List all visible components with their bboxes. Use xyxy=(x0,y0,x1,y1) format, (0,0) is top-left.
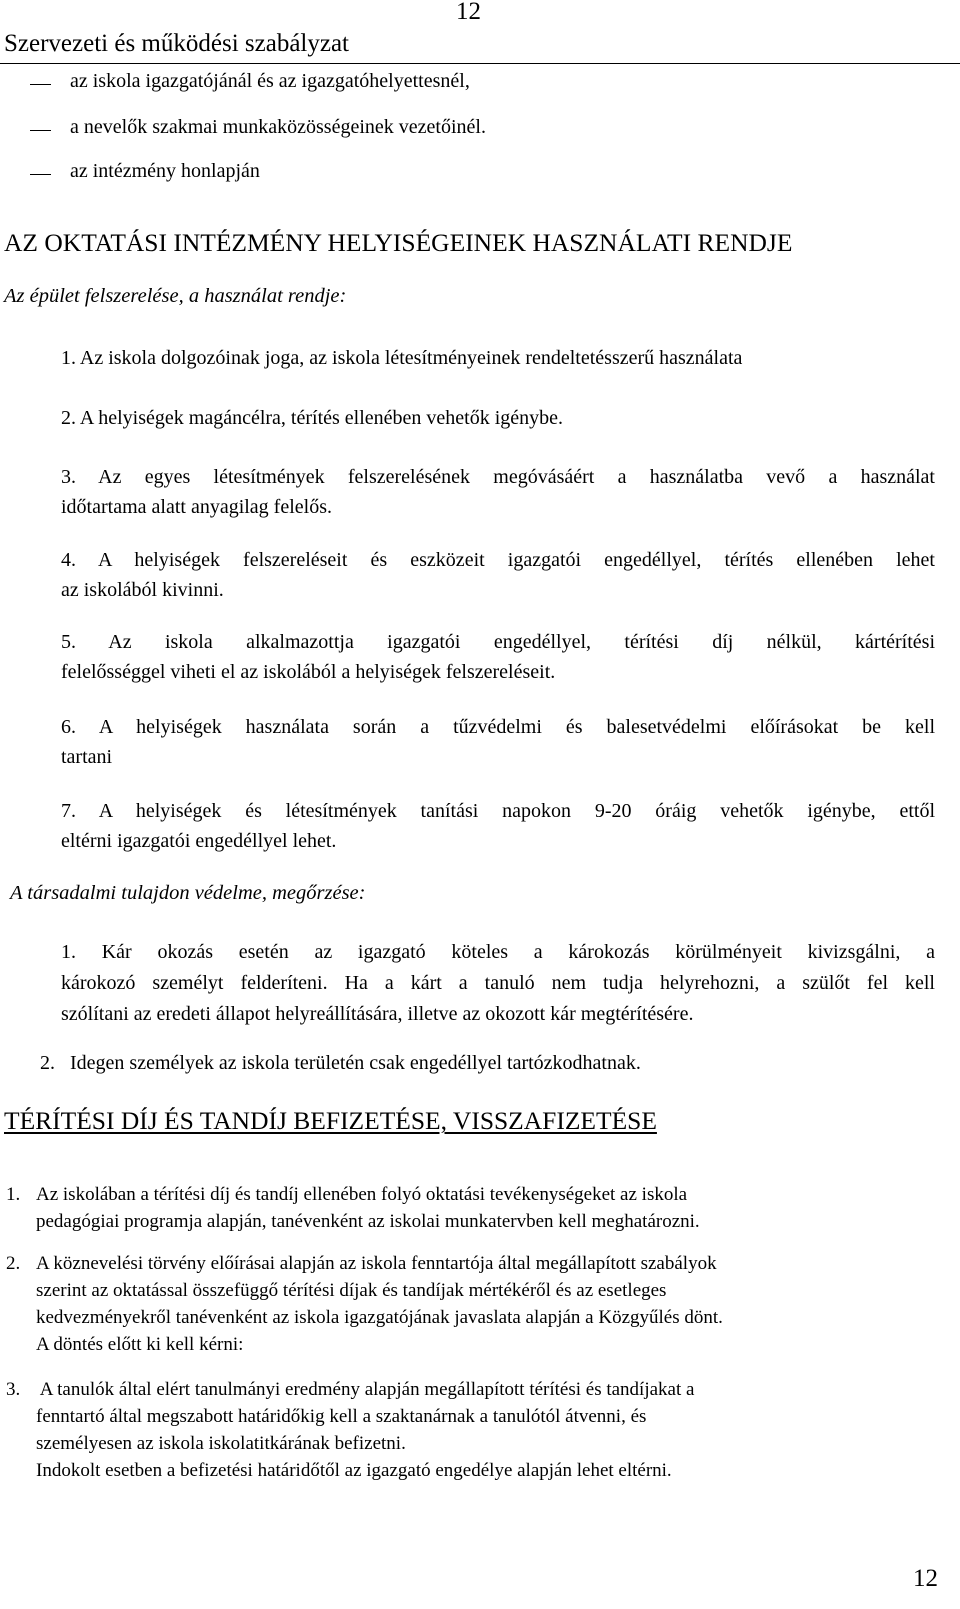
list-item-text: az iskola igazgatójánál és az igazgatóhelyettesnél, xyxy=(70,70,470,92)
numbered-item xyxy=(61,937,935,1030)
item-line: 4. A helyiségek felszereléseit és eszközeit igazgatói engedéllyel, térítés ellenében lehet xyxy=(61,549,935,571)
section-heading: TÉRÍTÉSI DÍJ ÉS TANDÍJ BEFIZETÉSE, VISSZAFIZETÉSE xyxy=(4,1106,657,1135)
numbered-item xyxy=(6,1376,936,1484)
item-line: 2. Idegen személyek az iskola területén csak engedéllyel tartózkodhatnak. xyxy=(40,1052,641,1074)
document-title: Szervezeti és működési szabályzat xyxy=(4,30,349,57)
item-line: személyesen az iskola iskolatitkárának befizetni. xyxy=(36,1433,406,1454)
item-number: 3. xyxy=(6,1379,21,1400)
item-line: az iskolából kivinni. xyxy=(61,579,224,601)
numbered-item xyxy=(61,343,935,373)
numbered-item xyxy=(61,545,935,605)
item-line: pedagógiai programja alapján, tanévenként az iskolai munkatervben kell meghatározni. xyxy=(36,1211,700,1232)
item-line: 1. Az iskola dolgozóinak joga, az iskola létesítményeinek rendeltetésszerű használata xyxy=(61,347,743,369)
item-line: 3. Az egyes létesítmények felszerelésének megóvásáért a használatba vevő a használat xyxy=(61,466,935,488)
numbered-item xyxy=(6,1250,936,1358)
item-line: 7. A helyiségek és létesítmények tanítási napokon 9-20 óráig vehetők igénybe, ettől xyxy=(61,800,935,822)
item-line: szólítani az eredeti állapot helyreállítására, illetve az okozott kár megtérítésére. xyxy=(61,1003,694,1025)
list-item-text: a nevelők szakmai munkaközösségeinek vezetőinél. xyxy=(70,116,486,138)
item-line: károkozó személyt felderíteni. Ha a kárt a tanuló nem tudja helyrehozni, a szülőt fel kell xyxy=(61,972,935,994)
item-line: 5. Az iskola alkalmazottja igazgatói engedéllyel, térítési díj nélkül, kártérítési xyxy=(61,631,935,653)
item-number: 1. xyxy=(6,1184,21,1205)
item-line: eltérni igazgatói engedéllyel lehet. xyxy=(61,830,337,852)
item-line: Indokolt esetben a befizetési határidőtől az igazgató engedélye alapján lehet eltérni. xyxy=(36,1460,672,1481)
item-line: Az iskolában a térítési díj és tandíj ellenében folyó oktatási tevékenységeket az iskola xyxy=(36,1184,688,1205)
item-line: kedvezményekről tanévenként az iskola igazgatójának javaslata alapján a Közgyűlés dönt. xyxy=(36,1307,723,1328)
dash-bullet xyxy=(30,84,51,85)
item-line: A tanulók által elért tanulmányi eredmény alapján megállapított térítési és tandíjakat a xyxy=(36,1379,695,1400)
item-number: 2. xyxy=(6,1253,21,1274)
header-rule xyxy=(0,63,960,64)
section-heading: AZ OKTATÁSI INTÉZMÉNY HELYISÉGEINEK HASZNÁLATI RENDJE xyxy=(4,228,793,257)
section-subheading: A társadalmi tulajdon védelme, megőrzése: xyxy=(10,882,366,904)
numbered-item xyxy=(61,796,935,856)
item-line: felelősséggel viheti el az iskolából a helyiségek felszereléseit. xyxy=(61,661,556,683)
numbered-item xyxy=(61,712,935,772)
list-item xyxy=(0,116,960,146)
numbered-item xyxy=(40,1048,935,1078)
item-line: 2. A helyiségek magáncélra, térítés ellenében vehetők igénybe. xyxy=(61,407,564,429)
item-line: 1. Kár okozás esetén az igazgató köteles a károkozás körülményeit kivizsgálni, a xyxy=(61,941,935,963)
numbered-item xyxy=(6,1181,936,1235)
list-item xyxy=(0,70,960,100)
item-line: A köznevelési törvény előírásai alapján az iskola fenntartója által megállapított szabályok xyxy=(36,1253,717,1274)
item-line: tartani xyxy=(61,746,113,768)
list-item-text: az intézmény honlapján xyxy=(70,160,260,182)
dash-bullet xyxy=(30,174,51,175)
numbered-item xyxy=(61,627,935,687)
item-line: szerint az oktatással összefüggő térítési díjak és tandíjak mértékéről és az esetleges xyxy=(36,1280,667,1301)
section-subheading: Az épület felszerelése, a használat rendje: xyxy=(4,285,347,307)
numbered-item xyxy=(61,462,935,522)
item-line: fenntartó által megszabott határidőkig kell a szaktanárnak a tanulótól átvenni, és xyxy=(36,1406,647,1427)
header-page-number: 12 xyxy=(456,0,481,25)
item-line: időtartama alatt anyagilag felelős. xyxy=(61,496,332,518)
item-line: 6. A helyiségek használata során a tűzvédelmi és balesetvédelmi előírásokat be kell xyxy=(61,716,935,738)
numbered-item xyxy=(61,403,935,433)
item-line: A döntés előtt ki kell kérni: xyxy=(36,1334,244,1355)
dash-bullet xyxy=(30,130,51,131)
footer-page-number: 12 xyxy=(913,1565,938,1592)
list-item xyxy=(0,160,960,190)
